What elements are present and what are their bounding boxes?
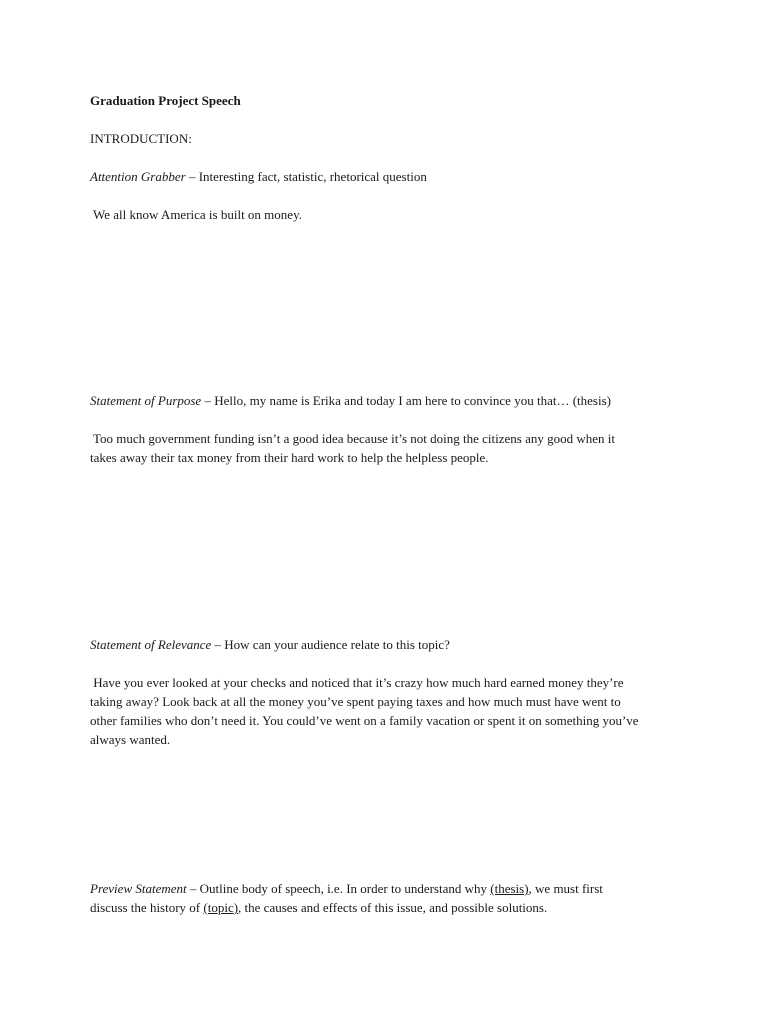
preview-statement-line-2 (90, 898, 690, 917)
topic-placeholder: (topic) (203, 900, 239, 915)
attention-grabber-response: We all know America is built on money. (90, 207, 302, 222)
preview-statement-label: Preview Statement (90, 881, 187, 896)
preview-statement (90, 879, 690, 917)
attention-grabber-prompt-text: – Interesting fact, statistic, rhetorical question (185, 169, 427, 184)
thesis-placeholder: (thesis) (490, 881, 529, 896)
statement-of-relevance-label: Statement of Relevance (90, 637, 212, 652)
preview-statement-text: – Outline body of speech, i.e. In order to understand why (186, 881, 491, 896)
paragraph-line: always wanted. (90, 732, 171, 747)
statement-of-relevance-prompt (90, 635, 690, 654)
document-title: Graduation Project Speech (90, 93, 241, 108)
attention-grabber-label: Attention Grabber (90, 169, 186, 184)
preview-statement-text-2-end: , the causes and effects of this issue, and possible solutions. (238, 900, 548, 915)
preview-statement-line-1 (90, 879, 690, 898)
paragraph-line: Have you ever looked at your checks and noticed that it’s crazy how much hard earned money they’re (90, 675, 624, 690)
introduction-heading: INTRODUCTION: (90, 131, 192, 146)
paragraph-line: taking away? Look back at all the money you’ve spent paying taxes and how much must have went to (90, 694, 621, 709)
statement-of-purpose-label: Statement of Purpose (90, 393, 202, 408)
paragraph-line: takes away their tax money from their hard work to help the helpless people. (90, 450, 489, 465)
statement-of-relevance-prompt-text: – How can your audience relate to this topic? (211, 637, 450, 652)
statement-of-purpose-prompt (90, 391, 690, 410)
attention-grabber-prompt (90, 167, 690, 186)
preview-statement-text-2: discuss the history of (90, 900, 204, 915)
paragraph-line: Too much government funding isn’t a good idea because it’s not doing the citizens any good when it (90, 431, 616, 446)
statement-of-purpose-prompt-text: – Hello, my name is Erika and today I am here to convince you that… (thesis) (201, 393, 611, 408)
statement-of-relevance-response (90, 673, 690, 749)
paragraph-line: other families who don’t need it. You could’ve went on a family vacation or spent it on something you’ve (90, 713, 639, 728)
statement-of-purpose-response (90, 429, 690, 467)
preview-statement-text-end: , we must first (528, 881, 603, 896)
